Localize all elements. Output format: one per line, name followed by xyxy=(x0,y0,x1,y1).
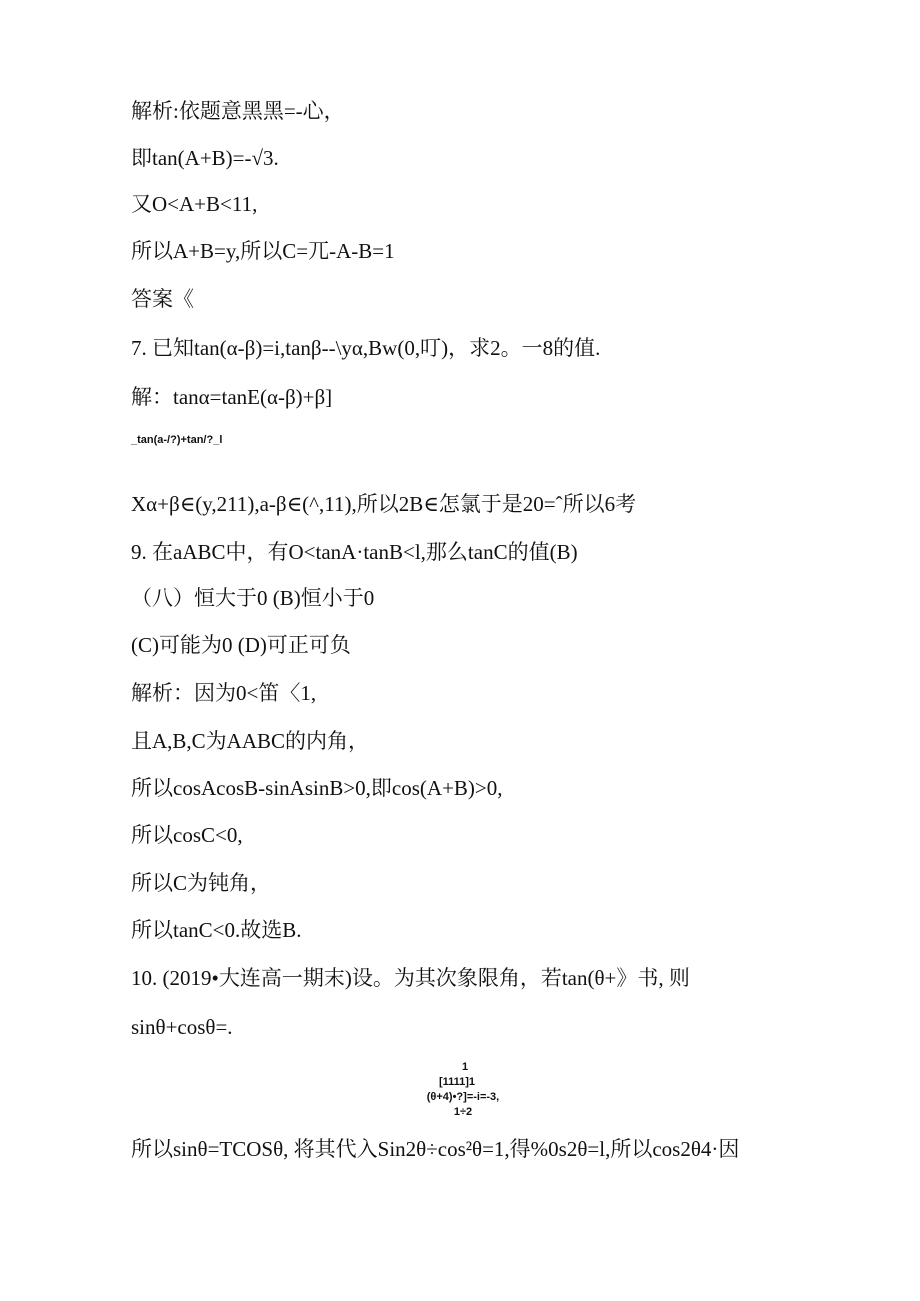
centered-formula xyxy=(400,1060,530,1120)
formula-line-1: 1 xyxy=(461,1061,469,1073)
formula-line-2: [1111]1 xyxy=(438,1076,476,1088)
text-line-2: 即tan(A+B)=-√3. xyxy=(131,146,279,170)
text-line-3: 又O<A+B<11, xyxy=(131,192,258,216)
text-line-1: 解析:依题意黑黑=-心， xyxy=(131,99,345,123)
formula-line-4: 1÷2 xyxy=(453,1106,473,1118)
text-line-14: 且A,B,C为AABC的内角， xyxy=(131,729,370,753)
text-line-16: 所以cosC<0, xyxy=(131,823,243,847)
question-7: 7. 已知tan(α-β)=i,tanβ--\yα,Bw(0,叮)，求2。一8的值. xyxy=(131,336,601,360)
formula-line-3: (θ+4)•?]=-i=-3, xyxy=(426,1091,500,1103)
text-line-18: 所以tanC<0.故选B. xyxy=(131,918,302,942)
question-9: 9. 在aABC中，有O<tanA·tanB<l,那么tanC的值(B) xyxy=(131,540,578,564)
option-c-d: (C)可能为0 (D)可正可负 xyxy=(131,633,351,657)
text-line-4: 所以A+B=y,所以C=兀-A-B=1 xyxy=(131,239,395,263)
small-formula-line: _tan(a-/?)+tan/?_l xyxy=(131,434,223,446)
text-line-17: 所以C为钝角， xyxy=(131,871,272,895)
question-10: 10. (2019•大连高一期末)设。为其次象限角，若tan(θ+》书, 则 xyxy=(131,966,690,990)
text-line-5: 答案《 xyxy=(131,287,194,311)
text-line-7: 解：tanα=tanE(α-β)+β] xyxy=(131,385,333,409)
text-line-20: sinθ+cosθ=. xyxy=(131,1015,233,1039)
option-a-b: （八）恒大于0 (B)恒小于0 xyxy=(131,586,375,610)
text-line-21: 所以sinθ=TCOSθ, 将其代入Sin2θ÷cos²θ=1,得%0s2θ=l,所以cos2θ4·因 xyxy=(131,1137,740,1161)
text-line-15: 所以cosAcosB-sinAsinB>0,即cos(A+B)>0, xyxy=(131,776,503,800)
text-line-13: 解析：因为0<笛〈1, xyxy=(131,681,317,705)
text-line-9: Xα+β∈(y,211),a-β∈(^,11),所以2B∈怎氯于是20=ˆ所以6考 xyxy=(131,492,637,516)
